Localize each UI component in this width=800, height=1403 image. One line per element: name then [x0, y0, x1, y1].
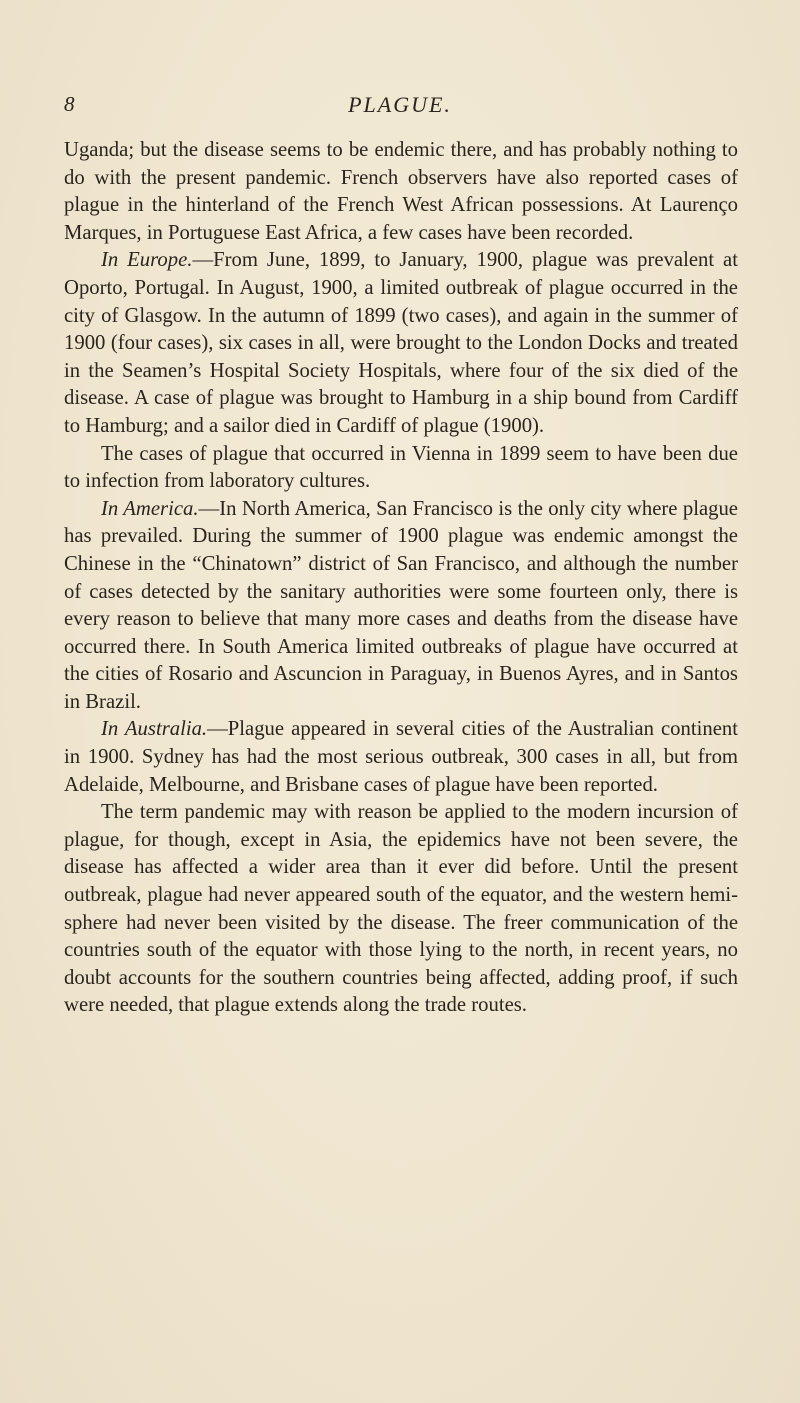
section-lead-america: In America.: [101, 497, 199, 520]
paragraph-text: —Plague appeared in several cities of the Australian continent in 1900. Sydney has had the most serious outbreak, 300 cases in all, but from Adelaide, Melbourne, and Brisbane cases of plague have been reported.: [64, 718, 738, 796]
paragraph-text: Uganda; but the disease seems to be endemic there, and has probably nothing to do with the present pandemic. French observers have also reported cases of plague in the hinterland of the French West African possessions. At Laurenço Marques, in Portuguese East Africa, a few cases have been recorded.: [64, 139, 738, 244]
paragraph-text: The term pandemic may with reason be applied to the modern incursion of plague, for though, except in Asia, the epidemics have not been severe, the disease has affected a wider area than it ever did before. Until the present outbreak, plague had never appeared south of the equator, and the western hemisphere had never been visited by the disease. The freer communication of the countries south of the equator with those lying to the north, in recent years, no doubt accounts for the southern countries being affected, adding proof, if such were needed, that plague extends along the trade routes.: [64, 801, 738, 1017]
section-lead-australia: In Australia.: [101, 718, 208, 741]
paragraph-text: The cases of plague that occurred in Vienna in 1899 seem to have been due to infection from laboratory cultures.: [64, 442, 738, 493]
paragraph-europe: [64, 247, 738, 440]
paragraph-text: —From June, 1899, to January, 1900, plague was prevalent at Oporto, Portugal. In August, 1900, a limited outbreak of plague occurred in the city of Glasgow. In the autumn of 1899 (two cases), and again in the summer of 1900 (four cases), six cases in all, were brought to the London Docks and treated in the Seamen’s Hospital Society Hospitals, where four of the six died of the disease. A case of plague was brought to Hamburg in a ship bound from Cardiff to Hamburg; and a sailor died in Cardiff of plague (1900).: [64, 249, 738, 437]
paragraph-vienna: [64, 441, 738, 496]
page-number: 8: [64, 92, 75, 116]
running-head: [64, 92, 736, 122]
paragraph-pandemic: [64, 799, 738, 1020]
running-title: PLAGUE.: [348, 92, 452, 117]
paragraph-america: [64, 496, 738, 717]
body-text: [64, 137, 738, 1020]
paragraph-uganda: [64, 137, 738, 247]
paragraph-text: —In North America, San Francisco is the only city where plague has prevailed. During the summer of 1900 plague was endemic amongst the Chinese in the “Chinatown” district of San Francisco, and although the number of cases detected by the sanitary authorities were some fourteen only, there is every reason to believe that many more cases and deaths from the disease have occurred there. In South America limited outbreaks of plague have occurred at the cities of Rosario and Ascuncion in Paraguay, in Buenos Ayres, and in Santos in Brazil.: [64, 497, 738, 713]
paragraph-australia: [64, 716, 738, 799]
section-lead-europe: In Europe.: [101, 249, 193, 272]
